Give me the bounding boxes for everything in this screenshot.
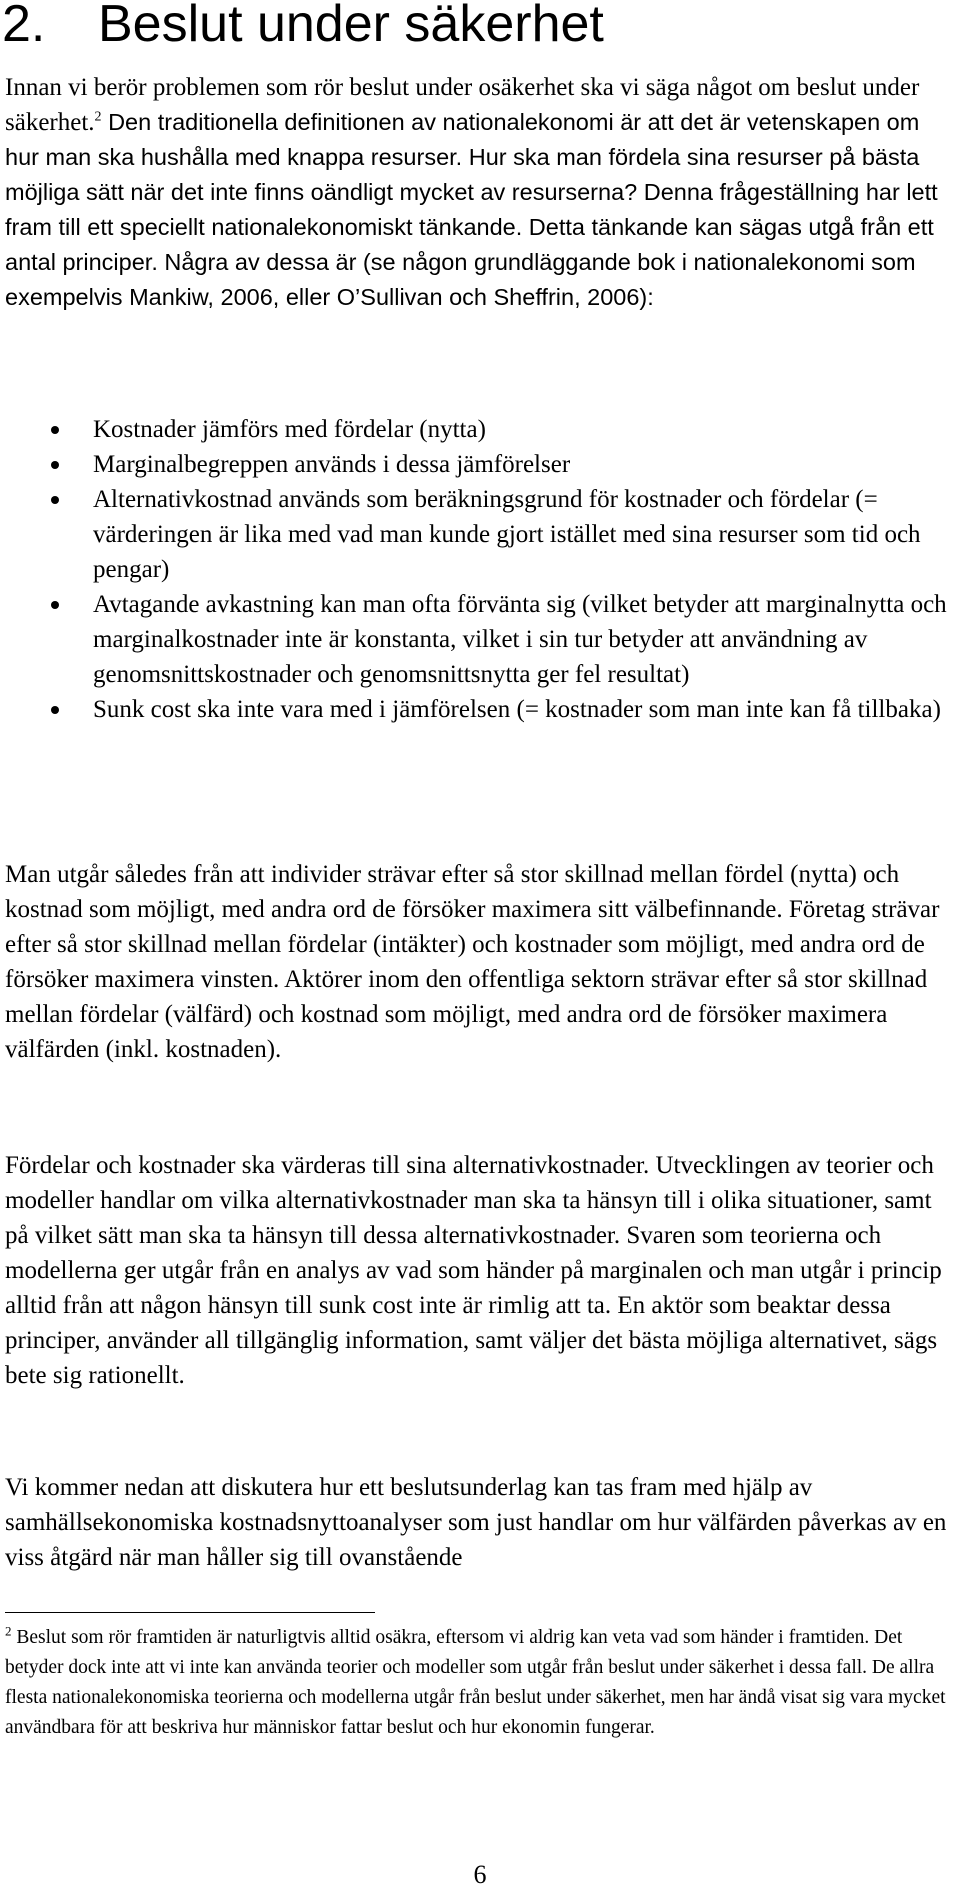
intro-text-sources: Några av dessa är (se någon grundläggande bok i nationalekonomi som exempelvis Mankiw, 2006, eller O’Sullivan och Sheffrin, 2006): xyxy=(5,249,916,310)
footnote-text: Beslut som rör framtiden är naturligtvis alltid osäkra, eftersom vi aldrig kan veta vad som händer i framtiden. Det betyder dock inte att vi inte kan använda teorier och modeller som utgår från beslut under säkerhet i dessa fall. De allra flesta nationalekonomiska teorierna och modellerna utgår från beslut under säkerhet, men har ändå visat sig vara mycket användbara för att beskriva hur människor fattar beslut och hur ekonomin fungerar. xyxy=(5,1627,946,1738)
list-item xyxy=(5,482,953,587)
intro-paragraph xyxy=(5,70,953,315)
list-item xyxy=(5,587,953,692)
footnote-reference: 2 xyxy=(94,109,102,125)
list-item xyxy=(5,412,953,447)
section-number: 2. xyxy=(2,0,46,53)
intro-text-serif: Innan vi berör problemen som rör beslut under osäkerhet ska vi säga något om beslut under säkerhet. xyxy=(5,74,920,136)
list-item-text: Alternativkostnad används som beräkningsgrund för kostnader och fördelar (= värderingen är lika med vad man kunde gjort istället med sina resurser som tid och pengar) xyxy=(93,486,921,583)
paragraph-cost-benefit: Vi kommer nedan att diskutera hur ett beslutsunderlag kan tas fram med hjälp av samhällsekonomiska kostnadsnyttoanalyser som just handlar om hur välfärden påverkas av en viss åtgärd när man håller sig till ovanstående xyxy=(5,1474,947,1571)
principles-list xyxy=(5,412,953,727)
bullet-icon xyxy=(51,426,59,434)
footnote-mark: 2 xyxy=(5,1623,12,1639)
page-number: 6 xyxy=(473,1860,487,1889)
section-title: Beslut under säkerhet xyxy=(98,0,604,53)
list-item-text: Kostnader jämförs med fördelar (nytta) xyxy=(93,416,486,443)
footnote xyxy=(5,1623,953,1743)
list-item-text: Avtagande avkastning kan man ofta förvänta sig (vilket betyder att marginalnytta och marginalkostnader inte är konstanta, vilket i sin tur betyder att användning av genomsnittskostnader och genomsnittsnytta ger fel resultat) xyxy=(93,591,947,688)
bullet-icon xyxy=(51,461,59,469)
bullet-icon xyxy=(51,706,59,714)
bullet-icon xyxy=(51,601,59,609)
intro-text-sans: Den traditionella definitionen av nationalekonomi är att det är vetenskapen om hur man ska hushålla med knappa resurser. Hur ska man fördela sina resurser på bästa möjliga sätt när det inte finns oändligt mycket av resurserna? Denna frågeställning har lett fram till ett speciellt nationalekonomiskt tänkande. Detta tänkande kan sägas utgå från ett antal principer. xyxy=(5,109,938,275)
paragraph-maximization: Man utgår således från att individer strävar efter så stor skillnad mellan fördel (nytta) och kostnad som möjligt, med andra ord de försöker maximera sitt välbefinnande. Företag strävar efter så stor skillnad mellan fördelar (intäkter) och kostnader som möjligt, med andra ord de försöker maximera vinsten. Aktörer inom den offentliga sektorn strävar efter så stor skillnad mellan fördelar (välfärd) och kostnad som möjligt, med andra ord de försöker maximera välfärden (inkl. kostnaden). xyxy=(5,861,940,1063)
footnote-separator xyxy=(5,1612,375,1613)
list-item xyxy=(5,692,953,727)
section-heading xyxy=(2,0,604,54)
list-item xyxy=(5,447,953,482)
list-item-text: Marginalbegreppen används i dessa jämförelser xyxy=(93,451,571,478)
list-item-text: Sunk cost ska inte vara med i jämförelsen (= kostnader som man inte kan få tillbaka) xyxy=(93,696,941,723)
paragraph-alternative-costs: Fördelar och kostnader ska värderas till sina alternativkostnader. Utvecklingen av teorier och modeller handlar om vilka alternativkostnader man ska ta hänsyn till i olika situationer, samt på vilket sätt man ska ta hänsyn till dessa alternativkostnader. Svaren som teorierna och modellerna ger utgår från en analys av vad som händer på marginalen och man utgår i princip alltid från att någon hänsyn till sunk cost inte är rimlig att ta. En aktör som beaktar dessa principer, använder all tillgänglig information, samt väljer det bästa möjliga alternativet, sägs bete sig rationellt. xyxy=(5,1152,942,1389)
bullet-icon xyxy=(51,496,59,504)
